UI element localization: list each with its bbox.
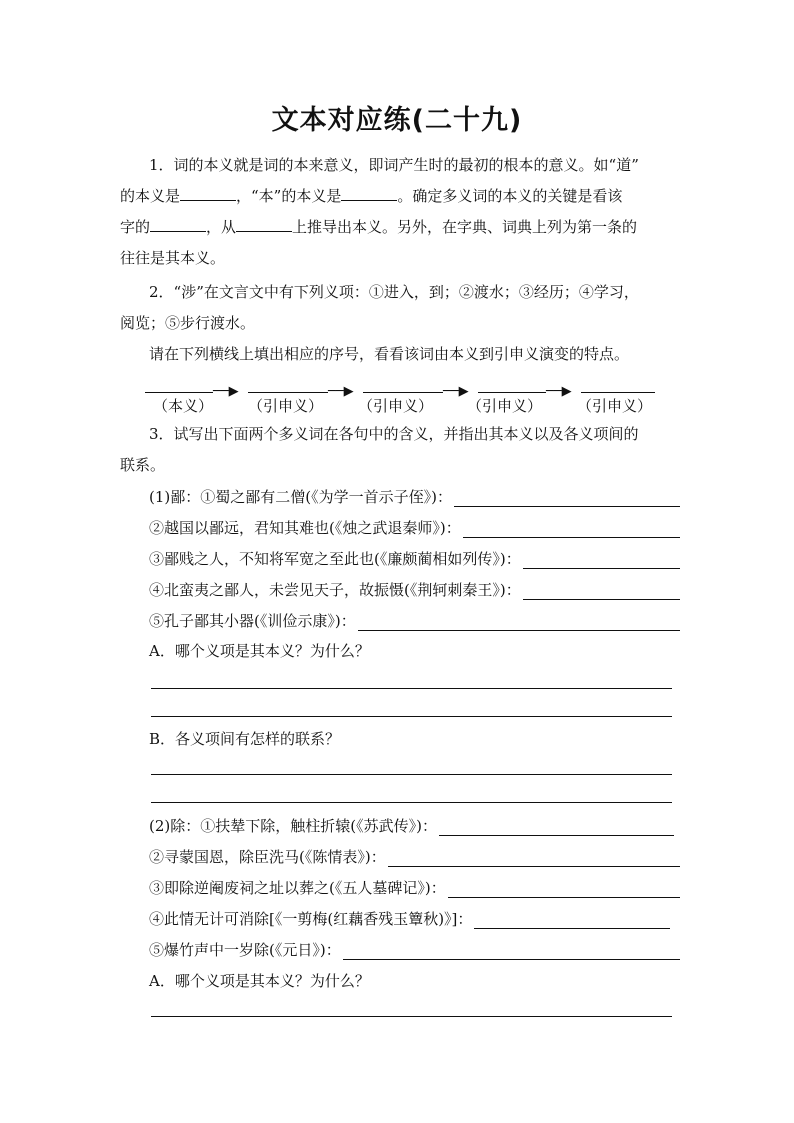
bi-item-2: ②越国以鄙远，君知其难也(《烛之武退秦师》)： bbox=[149, 518, 680, 538]
answer-line[interactable] bbox=[151, 802, 672, 803]
answer-line[interactable] bbox=[474, 913, 670, 929]
chain-label: （引申义） bbox=[467, 397, 543, 415]
q3-line-1: 3．试写出下面两个多义词在各句中的含义，并指出其本义以及各义项间的 bbox=[149, 425, 639, 443]
answer-line[interactable] bbox=[388, 851, 680, 867]
chain-blank-2[interactable] bbox=[248, 392, 328, 393]
bi-question-a: A．哪个义项是其本义？为什么？ bbox=[149, 642, 370, 660]
page-title: 文本对应练(二十九) bbox=[271, 105, 523, 136]
bi-question-b: B．各义项间有怎样的联系？ bbox=[149, 730, 341, 748]
answer-line[interactable] bbox=[454, 491, 680, 507]
answer-line[interactable] bbox=[151, 774, 672, 775]
chu-item-2: ②寻蒙国恩，除臣洗马(《陈情表》)： bbox=[149, 847, 680, 867]
answer-line[interactable] bbox=[343, 944, 680, 960]
q2-line-2: 阅览；⑤步行渡水。 bbox=[120, 314, 256, 332]
chain-blank-5[interactable] bbox=[581, 392, 655, 393]
blank-key-2[interactable] bbox=[236, 217, 292, 232]
chain-blank-3[interactable] bbox=[363, 392, 443, 393]
answer-line[interactable] bbox=[358, 615, 680, 631]
chu-item-1: (2)除：①扶辇下除，触柱折辕(《苏武传》)： bbox=[149, 816, 680, 836]
answer-line[interactable] bbox=[151, 716, 672, 717]
answer-line[interactable] bbox=[151, 1016, 672, 1017]
answer-line[interactable] bbox=[151, 688, 672, 689]
blank-key-1[interactable] bbox=[150, 217, 206, 232]
answer-line[interactable] bbox=[439, 820, 674, 836]
chain-blank-1[interactable] bbox=[145, 392, 213, 393]
answer-line[interactable] bbox=[448, 882, 680, 898]
q1-line-3: 字的 ，从 上推导出本义。另外，在字典、词典上列为第一条的 bbox=[120, 218, 638, 236]
chain-blank-4[interactable] bbox=[478, 392, 546, 393]
chain-label: （引申义） bbox=[248, 397, 324, 415]
q1-line-1: 1．词的本义就是词的本来意义，即词产生时的最初的根本的意义。如“道” bbox=[149, 156, 639, 174]
bi-item-3: ③鄙贱之人，不知将军宽之至此也(《廉颇蔺相如列传》)： bbox=[149, 549, 680, 569]
q3-line-2: 联系。 bbox=[120, 456, 166, 474]
chu-item-4: ④此情无计可消除[《一剪梅(红藕香残玉簟秋)》]： bbox=[149, 909, 680, 929]
q1-line-4: 往往是其本义。 bbox=[120, 249, 226, 267]
bi-item-5: ⑤孔子鄙其小器(《训俭示康》)： bbox=[149, 611, 680, 631]
bi-item-1: (1)鄙：①蜀之鄙有二僧(《为学一首示子侄》)： bbox=[149, 487, 680, 507]
q2-instruction: 请在下列横线上填出相应的序号，看看该词由本义到引申义演变的特点。 bbox=[149, 345, 630, 363]
chu-item-3: ③即除逆阉废祠之址以葬之(《五人墓碑记》)： bbox=[149, 878, 680, 898]
bi-item-4: ④北蛮夷之鄙人，未尝见天子，故振慑(《荆轲刺秦王》)： bbox=[149, 580, 680, 600]
chain-label: （本义） bbox=[153, 397, 214, 415]
blank-dao-meaning[interactable] bbox=[180, 186, 236, 201]
answer-line[interactable] bbox=[523, 553, 680, 569]
q1-line-2: 的本义是 ，“本”的本义是 。确定多义词的本义的关键是看该 bbox=[120, 187, 623, 205]
arrow-right-icon: ──▶ bbox=[213, 384, 239, 399]
chu-question-a: A．哪个义项是其本义？为什么？ bbox=[149, 972, 370, 990]
blank-ben-meaning[interactable] bbox=[341, 186, 397, 201]
answer-line[interactable] bbox=[523, 584, 680, 600]
arrow-right-icon: ──▶ bbox=[443, 384, 469, 399]
meaning-chain bbox=[145, 380, 665, 420]
chu-item-5: ⑤爆竹声中一岁除(《元日》)： bbox=[149, 940, 680, 960]
chain-label: （引申义） bbox=[358, 397, 434, 415]
chain-label: （引申义） bbox=[577, 397, 653, 415]
q2-line-1: 2．“涉”在文言文中有下列义项：①进入，到；②渡水；③经历；④学习， bbox=[149, 283, 639, 301]
arrow-right-icon: ──▶ bbox=[328, 384, 354, 399]
arrow-right-icon: ──▶ bbox=[546, 384, 572, 399]
answer-line[interactable] bbox=[463, 522, 680, 538]
